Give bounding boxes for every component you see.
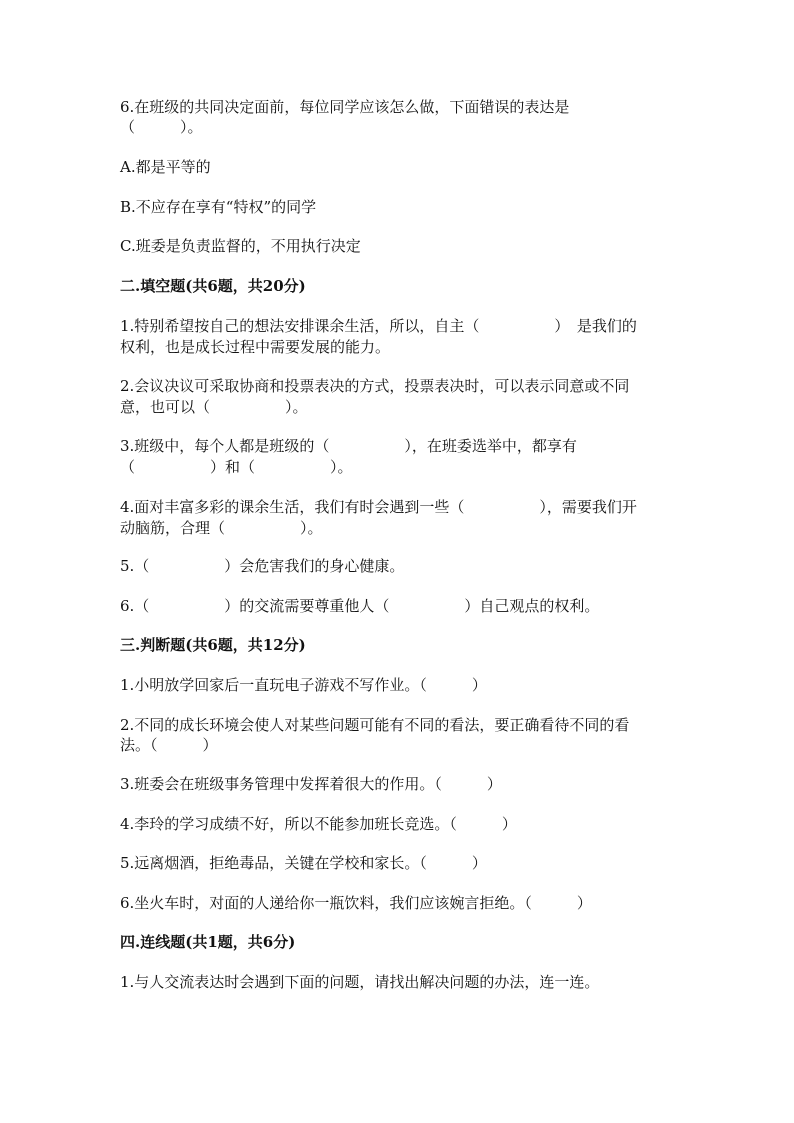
fill-question-1-line-1: 1.特别希望按自己的想法安排课余生活，所以，自主（ ） 是我们的 [120, 317, 637, 335]
fill-question-3-line-2: （ ）和（ ）。 [120, 458, 353, 476]
fill-question-6: 6.（ ）的交流需要尊重他人（ ）自己观点的权利。 [120, 597, 600, 615]
question-6-stem-line-2: （ ）。 [120, 118, 203, 136]
judge-question-6: 6.坐火车时，对面的人递给你一瓶饮料，我们应该婉言拒绝。（ ） [120, 894, 592, 912]
judge-question-4: 4.李玲的学习成绩不好，所以不能参加班长竞选。（ ） [120, 815, 517, 833]
judge-question-1: 1.小明放学回家后一直玩电子游戏不写作业。（ ） [120, 676, 487, 694]
fill-question-4-line-2: 动脑筋，合理（ ）。 [120, 519, 323, 537]
option-b: B.不应存在享有“特权”的同学 [120, 198, 317, 216]
fill-question-3-line-1: 3.班级中，每个人都是班级的（ ），在班委选举中，都享有 [120, 437, 577, 455]
option-a: A.都是平等的 [120, 158, 211, 176]
judge-question-2-line-2: 法。（ ） [120, 736, 218, 754]
section-heading-fill-in: 二.填空题(共6题，共20分) [120, 277, 306, 295]
fill-question-5: 5.（ ）会危害我们的身心健康。 [120, 557, 405, 575]
fill-question-2-line-1: 2.会议决议可采取协商和投票表决的方式，投票表决时，可以表示同意或不同 [120, 377, 630, 395]
section-heading-matching: 四.连线题(共1题，共6分) [120, 933, 296, 951]
option-c: C.班委是负责监督的，不用执行决定 [120, 237, 361, 255]
fill-question-2-line-2: 意，也可以（ ）。 [120, 398, 308, 416]
fill-question-1-line-2: 权利，也是成长过程中需要发展的能力。 [120, 338, 391, 356]
question-6-stem-line-1: 6.在班级的共同决定面前，每位同学应该怎么做，下面错误的表达是 [120, 98, 570, 116]
judge-question-2-line-1: 2.不同的成长环境会使人对某些问题可能有不同的看法，要正确看待不同的看 [120, 716, 630, 734]
fill-question-4-line-1: 4.面对丰富多彩的课余生活，我们有时会遇到一些（ ），需要我们开 [120, 498, 637, 516]
matching-question-1: 1.与人交流表达时会遇到下面的问题，请找出解决问题的办法，连一连。 [120, 973, 600, 991]
judge-question-3: 3.班委会在班级事务管理中发挥着很大的作用。（ ） [120, 775, 502, 793]
judge-question-5: 5.远离烟酒，拒绝毒品，关键在学校和家长。（ ） [120, 854, 487, 872]
section-heading-true-false: 三.判断题(共6题，共12分) [120, 636, 306, 654]
